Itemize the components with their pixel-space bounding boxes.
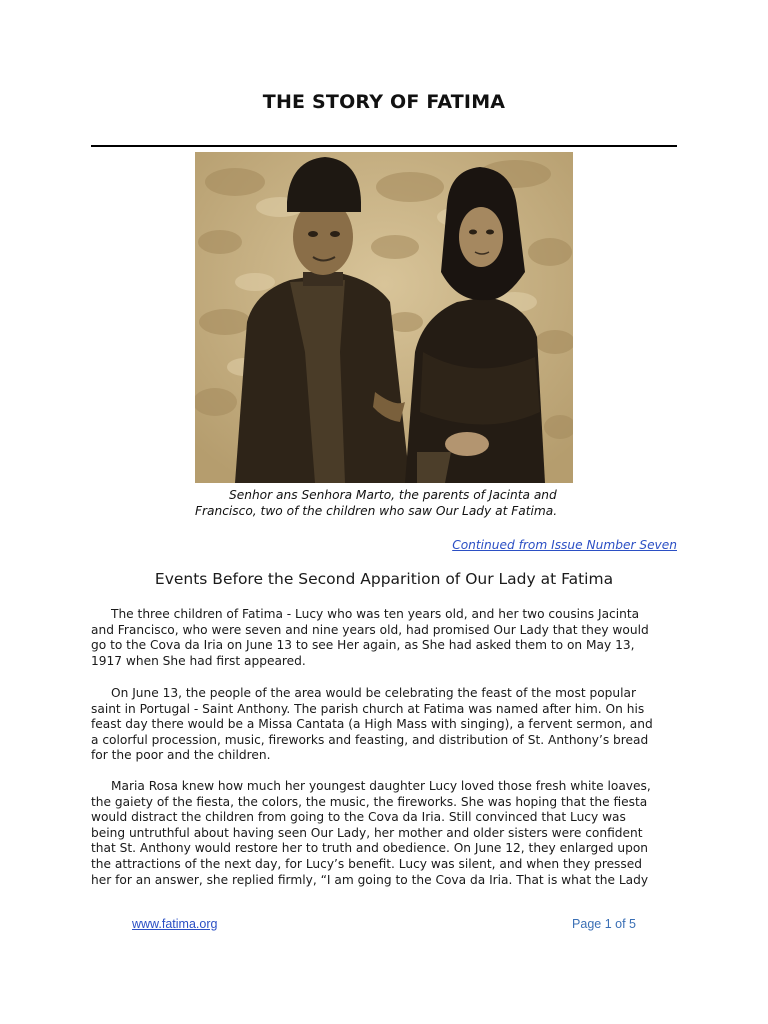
marto-parents-photo (195, 152, 573, 483)
paragraph-line: Maria Rosa knew how much her youngest daughter Lucy loved those fresh white loaves, (111, 779, 651, 793)
paragraph-line: for the poor and the children. (91, 748, 271, 763)
paragraph-line: her for an answer, she replied firmly, “I am going to the Cova da Iria. That is what the Lady (91, 872, 649, 887)
paragraph-line: the gaiety of the fiesta, the colors, the music, the fireworks. She was hoping that the fiesta (91, 794, 648, 809)
website-link[interactable]: www.fatima.org (132, 917, 218, 931)
paragraph-line: The three children of Fatima - Lucy who was ten years old, and her two cousins Jacinta (111, 607, 640, 621)
photo-caption-line: Senhor ans Senhora Marto, the parents of Jacinta and (229, 488, 557, 502)
section-heading: Events Before the Second Apparition of Our Lady at Fatima (154, 570, 614, 588)
page-indicator: Page 1 of 5 (572, 917, 636, 931)
photo-caption (195, 487, 573, 519)
paragraph-line: feast day there would be a Missa Cantata (a High Mass with singing), a fervent sermon, and (91, 717, 653, 732)
paragraph-line: the attractions of the next day, for Lucy’s benefit. Lucy was silent, and when they pressed (91, 856, 642, 871)
paragraph-line: 1917 when She had first appeared. (91, 653, 306, 668)
paragraph-line: a colorful procession, music, fireworks and feasting, and distribution of St. Anthony’s bread (91, 732, 649, 747)
paragraph-line: and Francisco, who were seven and nine years old, had promised Our Lady that they would (91, 622, 649, 637)
document-title: THE STORY OF FATIMA (262, 91, 506, 113)
paragraph-line: saint in Portugal - Saint Anthony. The parish church at Fatima was named after him. On his (91, 701, 645, 716)
paragraph-line: go to the Cova da Iria on June 13 to see Her again, as She had asked them to on May 13, (91, 638, 635, 653)
paragraph-line: would distract the children from going to the Cova da Iria. Still convinced that Lucy was (91, 810, 626, 825)
paragraph-line: being untruthful about having seen Our Lady, her mother and older sisters were confident (91, 825, 643, 840)
body-paragraph (91, 607, 681, 669)
paragraph-line: On June 13, the people of the area would be celebrating the feast of the most popular (111, 686, 637, 700)
body-paragraph (91, 779, 681, 888)
continued-from-link[interactable]: Continued from Issue Number Seven (452, 538, 677, 552)
paragraph-line: that St. Anthony would restore her to truth and obedience. On June 12, they enlarged upon (91, 841, 649, 856)
body-paragraph (91, 686, 681, 764)
photo-caption-line: Francisco, two of the children who saw Our Lady at Fatima. (195, 504, 558, 518)
title-divider (91, 145, 677, 147)
